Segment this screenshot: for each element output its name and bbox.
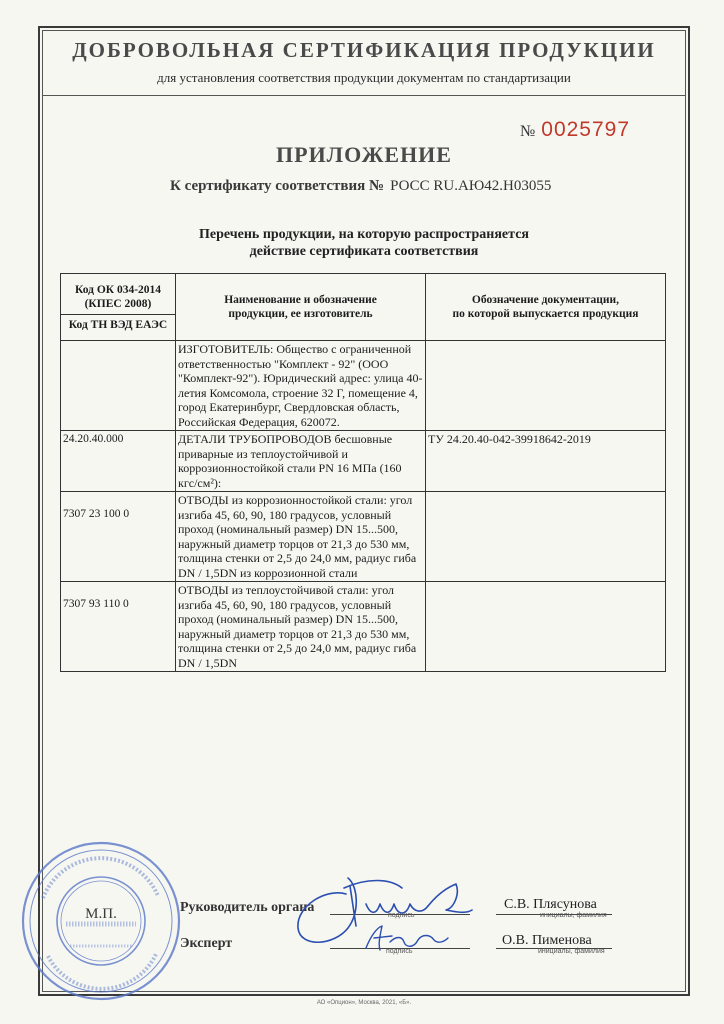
header-name-line2: продукции, ее изготовитель (228, 308, 373, 320)
certificate-label: К сертификату соответствия № (170, 178, 385, 194)
row-doc (426, 341, 666, 431)
row-code: 7307 23 100 0 (63, 508, 130, 520)
row-name: ОТВОДЫ из коррозионностойкой стали: угол изгиба 45, 60, 90, 180 градусов, условный проход (номинальный размер) DN 15...500, наружный диаметр торцов от 21,3 до 530 мм, толщина стенки от 2,5 до 24,0 мм, радиус гиба DN / 1,5DN из коррозионной стали (176, 492, 426, 582)
table-row (61, 492, 666, 582)
list-title-line2: действие сертификата соответствия (249, 244, 479, 259)
table-row (61, 341, 666, 431)
head-label: Руководитель органа (180, 900, 315, 915)
header-name-line1: Наименование и обозначение (224, 294, 377, 306)
row-doc (426, 492, 666, 582)
header-code (61, 274, 176, 341)
row-name: ДЕТАЛИ ТРУБОПРОВОДОВ бесшовные приварные из теплоустойчивой и коррозионностойкой стали PN 16 МПа (160 кгс/см²): (176, 431, 426, 492)
stamp-mp-label: М.П. (85, 906, 117, 922)
number-value: 0025797 (541, 118, 631, 141)
expert-name: О.В. Пименова (502, 933, 592, 948)
header-subtitle: для установления соответствия продукции документам по стандартизации (157, 70, 571, 85)
row-name: ОТВОДЫ из теплоустойчивой стали: угол изгиба 45, 60, 90, 180 градусов, условный проход (номинальный размер) DN 15...500, наружный диаметр торцов от 21,3 до 530 мм, толщина стенки от 2,5 до 24,0 мм, радиус гиба DN / 1,5DN (176, 582, 426, 672)
header-name (176, 274, 426, 341)
expert-caption-name: инициалы, фамилия (538, 948, 605, 955)
header-title: ДОБРОВОЛЬНАЯ СЕРТИФИКАЦИЯ ПРОДУКЦИИ (72, 38, 656, 62)
header-docs-line2: по которой выпускается продукция (452, 308, 639, 320)
row-code: 7307 93 110 0 (63, 598, 129, 610)
row-code-cell (61, 492, 176, 582)
table-header-row (61, 274, 666, 341)
document-title: ПРИЛОЖЕНИЕ (276, 142, 452, 167)
header-code-ok (61, 283, 175, 315)
expert-label: Эксперт (180, 936, 233, 951)
row-doc (426, 582, 666, 672)
row-code (61, 341, 176, 431)
list-title-line1: Перечень продукции, на которую распространяется (199, 227, 529, 242)
row-doc: ТУ 24.20.40-042-39918642-2019 (426, 431, 666, 492)
head-name: С.В. Плясунова (504, 897, 597, 912)
expert-caption-sign: подпись (386, 948, 413, 955)
list-title (42, 226, 686, 260)
header-code-ok-line2: (КПЕС 2008) (84, 297, 152, 310)
stamp-seal (18, 838, 184, 1004)
header-code-ok-line1: Код ОК 034-2014 (74, 283, 162, 296)
row-code: 24.20.40.000 (61, 431, 176, 492)
head-caption-sign: подпись (388, 912, 415, 919)
printer-note: АО «Опцион», Москва, 2021, «Б». (316, 1000, 412, 1006)
certificate-number: РОСС RU.АЮ42.Н03055 (390, 178, 552, 194)
form-number (520, 118, 630, 142)
header-code-tn: Код ТН ВЭД ЕАЭС (68, 318, 168, 331)
header-docs-line1: Обозначение документации, (471, 294, 620, 306)
certificate-line (170, 178, 551, 195)
expert-signature (360, 920, 450, 954)
products-table (60, 273, 666, 672)
row-code-cell (61, 582, 176, 672)
header-docs (426, 274, 666, 341)
table-row (61, 431, 666, 492)
row-name: ИЗГОТОВИТЕЛЬ: Общество с ограниченной ответственностью "Комплект - 92" (ООО "Комплект-92"). Юридический адрес: улица 40-летия Комсомола, строение 32 Г, помещение 4, город Екатеринбург, Свердловская область, Российская Федерация, 620072. (176, 341, 426, 431)
number-sign: № (520, 123, 536, 140)
table-row (61, 582, 666, 672)
head-caption-name: инициалы, фамилия (540, 912, 607, 919)
